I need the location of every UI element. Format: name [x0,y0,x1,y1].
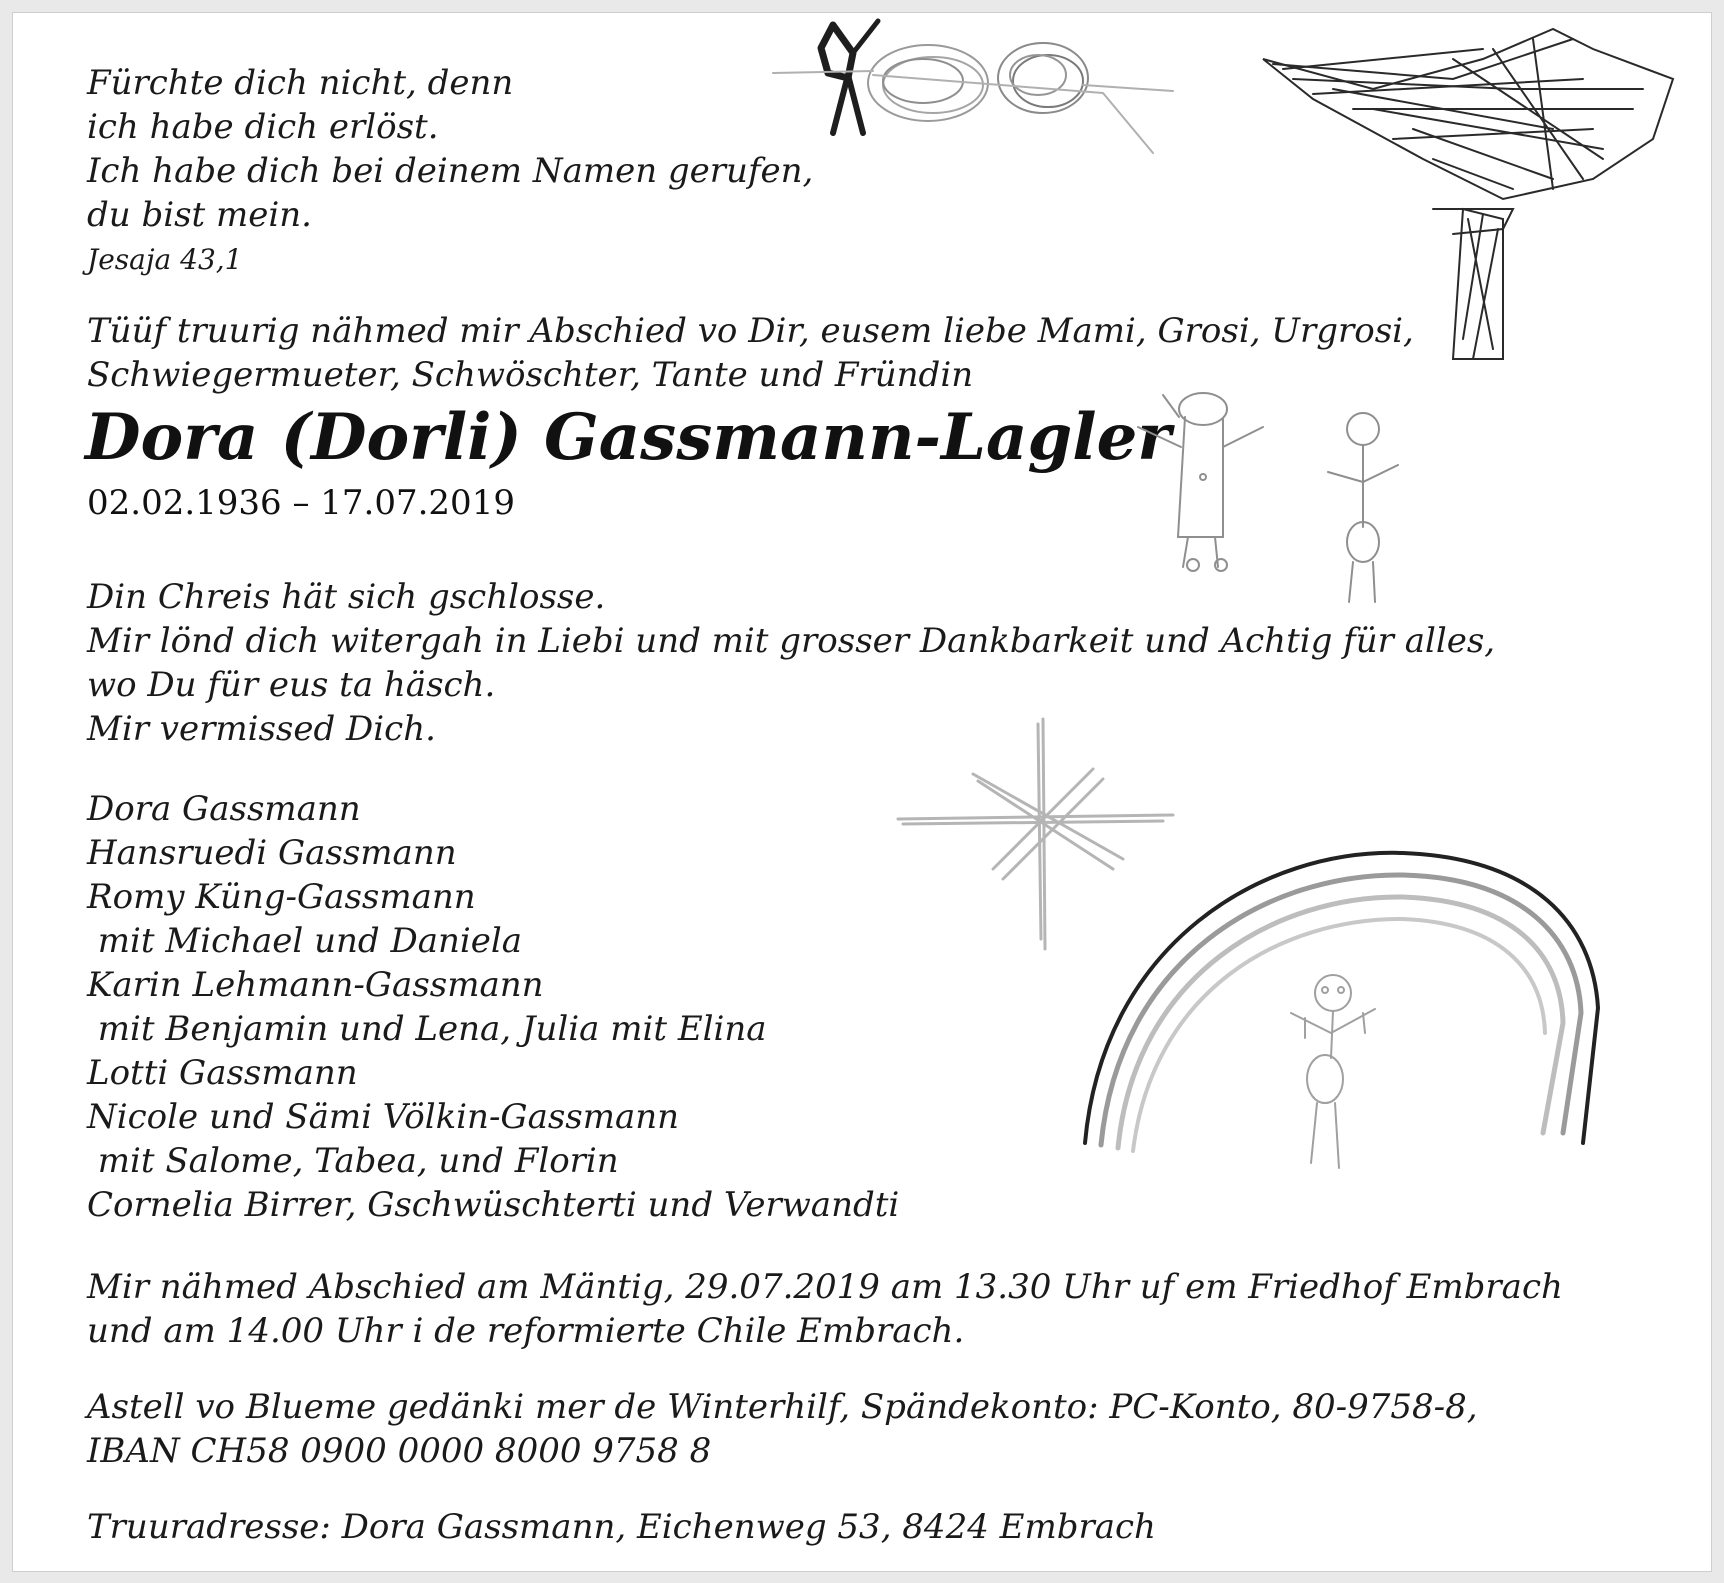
donation-line: IBAN CH58 0900 0000 8000 9758 8 [87,1431,712,1471]
life-dates: 02.02.1936 – 17.07.2019 [87,483,515,523]
quote-source: Jesaja 43,1 [87,243,243,276]
mourner-line: Romy Küng-Gassmann [87,877,476,917]
obituary-notice [12,12,1712,1572]
quote-line: Fürchte dich nicht, denn [87,63,514,103]
mourner-line: mit Michael und Daniela [87,921,523,961]
ceremony-line: Mir nähmed Abschied am Mäntig, 29.07.2019 am 13.30 Uhr uf em Friedhof Embrach [87,1267,1563,1307]
mourner-line: Hansruedi Gassmann [87,833,457,873]
rainbow-with-figure-drawing [1073,833,1633,1213]
message-line: Din Chreis hät sich gschlosse. [87,577,606,617]
mourner-line: Nicole und Sämi Völkin-Gassmann [87,1097,680,1137]
intro-line: Tüüf truurig nähmed mir Abschied vo Dir, eusem liebe Mami, Grosi, Urgrosi, [87,311,1414,351]
mourner-line: mit Salome, Tabea, und Florin [87,1141,619,1181]
quote-line: du bist mein. [87,195,312,235]
deceased-name: Dora (Dorli) Gassmann-Lagler [85,400,1171,475]
butterfly-drawing [753,13,1213,173]
donation-line: Astell vo Blueme gedänki mer de Winterhilf, Spändekonto: PC-Konto, 80-9758-8, [87,1387,1478,1427]
mourner-line: Lotti Gassmann [87,1053,358,1093]
quote-line: Ich habe dich bei deinem Namen gerufen, [87,151,814,191]
ceremony-line: und am 14.00 Uhr i de reformierte Chile Embrach. [87,1311,965,1351]
message-line: Mir lönd dich witergah in Liebi und mit grosser Dankbarkeit und Achtig für alles, [87,621,1496,661]
mourner-line: Karin Lehmann-Gassmann [87,965,544,1005]
mourning-address: Truuradresse: Dora Gassmann, Eichenweg 53, 8424 Embrach [87,1507,1156,1547]
intro-line: Schwiegermueter, Schwöschter, Tante und Fründin [87,355,974,395]
stick-figures-drawing [1123,387,1423,607]
mourner-line: Cornelia Birrer, Gschwüschterti und Verwandti [87,1185,900,1225]
message-line: wo Du für eus ta häsch. [87,665,496,705]
quote-line: ich habe dich erlöst. [87,107,439,147]
message-line: Mir vermissed Dich. [87,709,436,749]
bird-drawing [1253,19,1693,369]
mourner-line: mit Benjamin und Lena, Julia mit Elina [87,1009,767,1049]
mourner-line: Dora Gassmann [87,789,361,829]
